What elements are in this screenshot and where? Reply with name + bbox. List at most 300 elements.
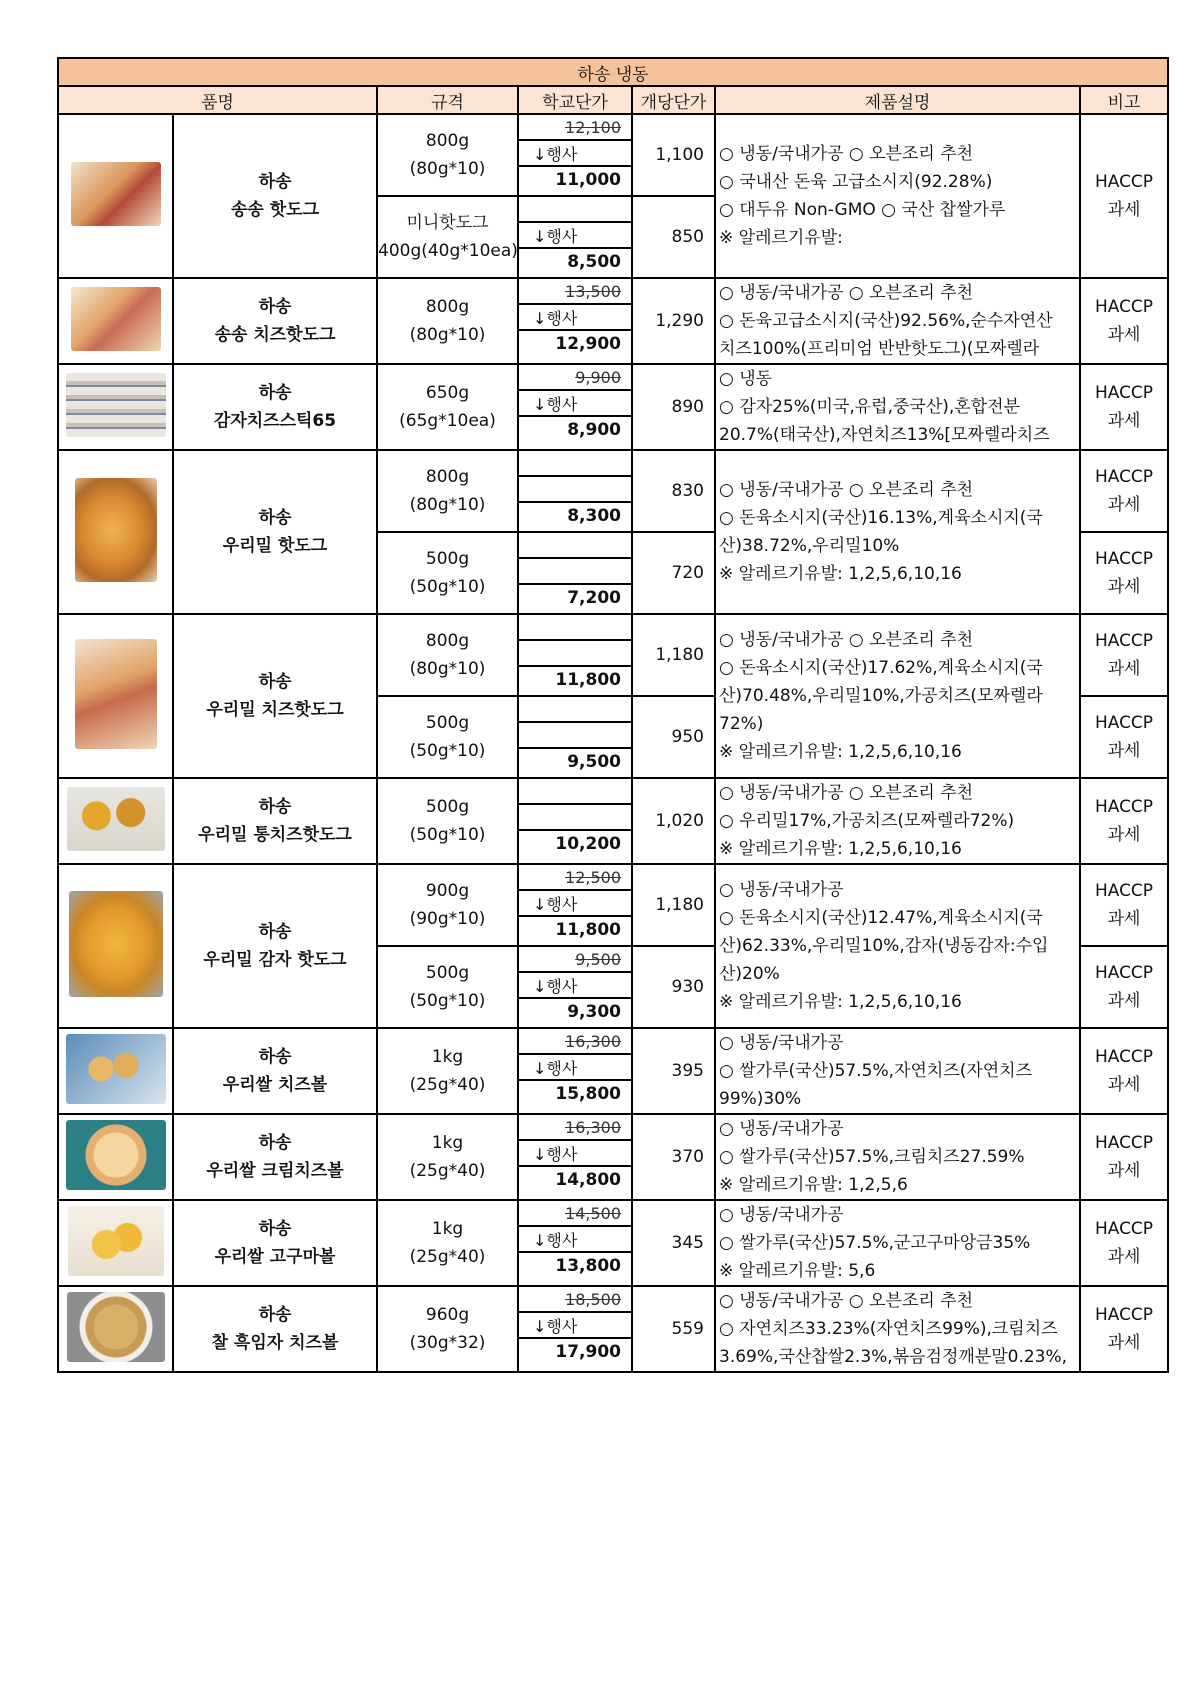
spec-cell [377, 1286, 518, 1372]
spec-pack: (25g*40) [409, 1161, 486, 1181]
original-price [519, 451, 631, 477]
tax-status: 과세 [1107, 411, 1141, 431]
school-price-cell [518, 532, 632, 614]
event-label: ↓행사 [533, 1316, 578, 1336]
header-name: 품명 [58, 86, 377, 114]
event-tag [519, 141, 631, 167]
original-price [519, 865, 631, 891]
final-price: 14,800 [555, 1170, 621, 1190]
corn-dog-photo [71, 162, 161, 226]
haccp-badge: HACCP [1094, 383, 1154, 403]
price-stack [519, 865, 631, 945]
product-brand: 하송 [258, 1047, 292, 1067]
black-sesame-cheese-ball-photo [67, 1292, 165, 1362]
product-image-cell [58, 114, 173, 278]
event-tag [519, 305, 631, 331]
tax-status: 과세 [1107, 991, 1141, 1011]
table-row [58, 1286, 1168, 1372]
product-name-cell [173, 864, 377, 1028]
strikethrough-price: 16,300 [565, 1031, 621, 1051]
spec-cell [377, 946, 518, 1028]
tax-status: 과세 [1107, 659, 1141, 679]
product-description [715, 864, 1080, 1028]
unit-price: 1,100 [632, 114, 715, 196]
note-cell [1080, 278, 1168, 364]
whole-cheese-corn-dog-photo [67, 787, 165, 851]
product-name: 우리쌀 고구마볼 [214, 1247, 336, 1267]
spec-pack: (90g*10) [409, 909, 486, 929]
rice-cheese-ball-photo [66, 1034, 166, 1104]
price-table [57, 57, 1169, 1373]
description-line: ○ 냉동/국내가공 ○ 오븐조리 추천 [719, 1291, 974, 1311]
haccp-badge: HACCP [1094, 1305, 1154, 1325]
product-description [715, 278, 1080, 364]
product-description [715, 614, 1080, 778]
haccp-badge: HACCP [1094, 1133, 1154, 1153]
note-cell [1080, 946, 1168, 1028]
unit-price: 850 [632, 196, 715, 278]
description-line: 72%) [719, 714, 764, 734]
description-line: 산)38.72%,우리밀10% [719, 536, 900, 556]
spec-weight: 1kg [431, 1219, 464, 1239]
price-stack [519, 1115, 631, 1199]
final-price: 10,200 [555, 834, 621, 854]
school-price-cell [518, 1286, 632, 1372]
product-name: 우리밀 핫도그 [222, 536, 328, 556]
header-note: 비고 [1080, 86, 1168, 114]
product-description [715, 1114, 1080, 1200]
spec-cell [377, 614, 518, 696]
table-row [58, 1200, 1168, 1286]
school-price-cell [518, 1114, 632, 1200]
spec-pack: (25g*40) [409, 1075, 486, 1095]
description-line: 20.7%(태국산),자연치즈13%[모짜렐라치즈 [719, 425, 1050, 445]
description-line: ○ 돈육소시지(국산)17.62%,계육소시지(국 [719, 658, 1043, 678]
original-price [519, 533, 631, 559]
unit-price: 930 [632, 946, 715, 1028]
strikethrough-price: 18,500 [565, 1289, 621, 1309]
description-line: ○ 국내산 돈육 고급소시지(92.28%) [719, 172, 993, 192]
tax-status: 과세 [1107, 909, 1141, 929]
product-brand: 하송 [258, 508, 292, 528]
cheese-corn-dog-photo [71, 287, 161, 351]
final-price: 7,200 [567, 588, 621, 608]
event-tag [519, 1313, 631, 1339]
note-cell [1080, 532, 1168, 614]
final-price: 8,300 [567, 506, 621, 526]
description-line: ○ 자연치즈33.23%(자연치즈99%),크림치즈 [719, 1319, 1058, 1339]
spec-weight: 800g [425, 467, 470, 487]
description-line: ○ 쌀가루(국산)57.5%,크림치즈27.59% [719, 1147, 1025, 1167]
school-price-cell [518, 696, 632, 778]
event-tag [519, 223, 631, 249]
price-stack [519, 115, 631, 195]
haccp-badge: HACCP [1094, 881, 1154, 901]
description-line: ○ 돈육고급소시지(국산)92.56%,순수자연산 [719, 311, 1053, 331]
spec-weight: 500g [425, 963, 470, 983]
strikethrough-price: 9,900 [575, 367, 621, 387]
spec-cell [377, 114, 518, 196]
tax-status: 과세 [1107, 825, 1141, 845]
haccp-badge: HACCP [1094, 797, 1154, 817]
description-line: ※ 알레르기유발: [719, 228, 843, 248]
final-price: 11,800 [555, 920, 621, 940]
school-price-cell [518, 864, 632, 946]
product-image-cell [58, 1114, 173, 1200]
final-price: 15,800 [555, 1084, 621, 1104]
event-tag [519, 477, 631, 503]
unit-price: 559 [632, 1286, 715, 1372]
haccp-badge: HACCP [1094, 631, 1154, 651]
description-line: 산)62.33%,우리밀10%,감자(냉동감자:수입 [719, 936, 1049, 956]
product-description [715, 1028, 1080, 1114]
price-stack [519, 615, 631, 695]
table-row [58, 1028, 1168, 1114]
event-tag [519, 559, 631, 585]
unit-price: 370 [632, 1114, 715, 1200]
spec-cell [377, 1114, 518, 1200]
event-tag [519, 641, 631, 667]
tax-status: 과세 [1107, 577, 1141, 597]
description-line: ○ 냉동/국내가공 ○ 오븐조리 추천 [719, 783, 974, 803]
haccp-badge: HACCP [1094, 549, 1154, 569]
spec-weight: 800g [425, 131, 470, 151]
tax-status: 과세 [1107, 200, 1141, 220]
school-price-cell [518, 946, 632, 1028]
table-row [58, 114, 1168, 196]
table-row [58, 864, 1168, 946]
unit-price: 1,180 [632, 864, 715, 946]
potato-corn-dog-photo [69, 891, 163, 997]
table-row [58, 614, 1168, 696]
description-line: ※ 알레르기유발: 1,2,5,6,10,16 [719, 742, 962, 762]
note-cell [1080, 1114, 1168, 1200]
price-stack [519, 451, 631, 531]
description-line: ○ 냉동/국내가공 ○ 오븐조리 추천 [719, 144, 974, 164]
description-line: ○ 쌀가루(국산)57.5%,자연치즈(자연치즈 [719, 1061, 1033, 1081]
product-name: 우리밀 감자 핫도그 [203, 950, 347, 970]
tax-status: 과세 [1107, 1333, 1141, 1353]
spec-cell [377, 278, 518, 364]
price-stack [519, 947, 631, 1027]
product-name-cell [173, 614, 377, 778]
table-title: 하송 냉동 [58, 58, 1168, 86]
unit-price: 890 [632, 364, 715, 450]
description-line: 치즈100%(프리미엄 반반핫도그)(모짜렐라 [719, 339, 1040, 359]
school-price-cell [518, 114, 632, 196]
spec-pack: 400g(40g*10ea) [378, 241, 518, 261]
description-line: ○ 우리밀17%,가공치즈(모짜렐라72%) [719, 811, 1015, 831]
event-tag [519, 891, 631, 917]
tax-status: 과세 [1107, 495, 1141, 515]
table-row [58, 778, 1168, 864]
spec-cell [377, 1028, 518, 1114]
final-price: 17,900 [555, 1342, 621, 1362]
school-price-cell [518, 278, 632, 364]
product-image-cell [58, 278, 173, 364]
description-line: ○ 냉동/국내가공 ○ 오븐조리 추천 [719, 283, 974, 303]
haccp-badge: HACCP [1094, 172, 1154, 192]
product-name-cell [173, 778, 377, 864]
spec-weight: 500g [425, 797, 470, 817]
unit-price: 950 [632, 696, 715, 778]
spec-cell [377, 778, 518, 864]
description-line: ○ 대두유 Non-GMO ○ 국산 찹쌀가루 [719, 200, 1006, 220]
strikethrough-price: 16,300 [565, 1117, 621, 1137]
original-price [519, 279, 631, 305]
final-price: 9,500 [567, 752, 621, 772]
header-row [58, 86, 1168, 114]
unit-price: 1,020 [632, 778, 715, 864]
school-price-cell [518, 778, 632, 864]
original-price [519, 1201, 631, 1227]
description-line: ○ 냉동/국내가공 [719, 880, 844, 900]
spec-pack: (65g*10ea) [399, 411, 496, 431]
price-stack [519, 1029, 631, 1113]
product-name-cell [173, 1114, 377, 1200]
haccp-badge: HACCP [1094, 297, 1154, 317]
school-price-cell [518, 1200, 632, 1286]
product-brand: 하송 [258, 797, 292, 817]
strikethrough-price: 14,500 [565, 1203, 621, 1223]
spec-weight: 650g [425, 383, 470, 403]
product-image-cell [58, 364, 173, 450]
header-unit-price: 개당단가 [632, 86, 715, 114]
description-line: ○ 냉동/국내가공 [719, 1205, 844, 1225]
product-description [715, 364, 1080, 450]
product-description [715, 1200, 1080, 1286]
spec-cell [377, 1200, 518, 1286]
event-label: ↓행사 [533, 1230, 578, 1250]
unit-price: 830 [632, 450, 715, 532]
header-school-price: 학교단가 [518, 86, 632, 114]
description-line: ○ 감자25%(미국,유럽,중국산),혼합전분 [719, 397, 1020, 417]
description-line: ○ 돈육소시지(국산)12.47%,계육소시지(국 [719, 908, 1043, 928]
header-description: 제품설명 [715, 86, 1080, 114]
school-price-cell [518, 364, 632, 450]
product-description [715, 114, 1080, 278]
spec-cell [377, 864, 518, 946]
note-cell [1080, 864, 1168, 946]
product-brand: 하송 [258, 1133, 292, 1153]
product-name: 우리쌀 치즈볼 [222, 1075, 328, 1095]
spec-cell [377, 364, 518, 450]
wheat-cheese-corn-dog-photo [75, 639, 157, 749]
final-price: 8,900 [567, 420, 621, 440]
original-price [519, 197, 631, 223]
original-price [519, 697, 631, 723]
spec-pack: (30g*32) [409, 1333, 486, 1353]
description-line: ○ 냉동/국내가공 [719, 1033, 844, 1053]
event-label: ↓행사 [533, 1058, 578, 1078]
school-price-cell [518, 196, 632, 278]
event-label: ↓행사 [533, 394, 578, 414]
event-label: ↓행사 [533, 144, 578, 164]
spec-weight: 960g [425, 1305, 470, 1325]
school-price-cell [518, 614, 632, 696]
price-stack [519, 697, 631, 777]
potato-cheese-stick-photo [66, 373, 166, 437]
event-tag [519, 1141, 631, 1167]
original-price [519, 115, 631, 141]
product-name: 송송 핫도그 [230, 200, 320, 220]
product-name-cell [173, 1028, 377, 1114]
description-line: ※ 알레르기유발: 5,6 [719, 1261, 876, 1281]
haccp-badge: HACCP [1094, 1219, 1154, 1239]
unit-price: 1,290 [632, 278, 715, 364]
product-name: 송송 치즈핫도그 [214, 325, 336, 345]
note-cell [1080, 614, 1168, 696]
description-line: ※ 알레르기유발: 1,2,5,6,10,16 [719, 839, 962, 859]
tax-status: 과세 [1107, 1247, 1141, 1267]
original-price [519, 1115, 631, 1141]
description-line: ○ 냉동/국내가공 ○ 오븐조리 추천 [719, 630, 974, 650]
event-tag [519, 973, 631, 999]
product-brand: 하송 [258, 922, 292, 942]
event-tag [519, 1227, 631, 1253]
product-name-cell [173, 1200, 377, 1286]
note-cell [1080, 450, 1168, 532]
spec-pack: (80g*10) [409, 659, 486, 679]
spec-cell [377, 196, 518, 278]
description-line: ○ 냉동/국내가공 ○ 오븐조리 추천 [719, 480, 974, 500]
description-line: ○ 냉동 [719, 369, 773, 389]
spec-weight: 1kg [431, 1133, 464, 1153]
note-cell [1080, 1200, 1168, 1286]
note-cell [1080, 364, 1168, 450]
product-brand: 하송 [258, 1305, 292, 1325]
spec-pack: (80g*10) [409, 495, 486, 515]
note-cell [1080, 778, 1168, 864]
table-row [58, 364, 1168, 450]
description-line: 99%)30% [719, 1089, 802, 1109]
strikethrough-price: 12,100 [565, 117, 621, 137]
tax-status: 과세 [1107, 741, 1141, 761]
note-cell [1080, 1286, 1168, 1372]
original-price [519, 365, 631, 391]
spec-pack: (50g*10) [409, 577, 486, 597]
description-line: 산)20% [719, 964, 780, 984]
event-label: ↓행사 [533, 226, 578, 246]
product-name-cell [173, 114, 377, 278]
spec-cell [377, 696, 518, 778]
product-image-cell [58, 614, 173, 778]
description-line: ※ 알레르기유발: 1,2,5,6 [719, 1175, 908, 1195]
event-label: ↓행사 [533, 976, 578, 996]
rice-cream-cheese-ball-photo [66, 1120, 166, 1190]
price-stack [519, 1287, 631, 1371]
haccp-badge: HACCP [1094, 1047, 1154, 1067]
spec-weight: 900g [425, 881, 470, 901]
product-name: 감자치즈스틱65 [213, 411, 337, 431]
price-stack [519, 279, 631, 363]
final-price: 9,300 [567, 1002, 621, 1022]
product-name-cell [173, 450, 377, 614]
event-tag [519, 723, 631, 749]
description-line: ○ 쌀가루(국산)57.5%,군고구마앙금35% [719, 1233, 1031, 1253]
event-tag [519, 391, 631, 417]
description-line: ○ 돈육소시지(국산)16.13%,계육소시지(국 [719, 508, 1043, 528]
strikethrough-price: 12,500 [565, 867, 621, 887]
final-price: 11,800 [555, 670, 621, 690]
description-line: ※ 알레르기유발: 1,2,5,6,10,16 [719, 992, 962, 1012]
original-price [519, 1287, 631, 1313]
spec-pack: (50g*10) [409, 991, 486, 1011]
event-tag [519, 805, 631, 831]
unit-price: 345 [632, 1200, 715, 1286]
note-cell [1080, 1028, 1168, 1114]
description-line: 3.69%,국산찹쌀2.3%,볶음검정깨분말0.23%, [719, 1347, 1068, 1367]
product-name-cell [173, 364, 377, 450]
spec-cell [377, 450, 518, 532]
product-description [715, 1286, 1080, 1372]
product-brand: 하송 [258, 172, 292, 192]
product-brand: 하송 [258, 672, 292, 692]
product-name: 우리쌀 크림치즈볼 [206, 1161, 344, 1181]
tax-status: 과세 [1107, 1075, 1141, 1095]
spec-weight: 1kg [431, 1047, 464, 1067]
product-description [715, 450, 1080, 614]
price-stack [519, 1201, 631, 1285]
original-price [519, 1029, 631, 1055]
final-price: 8,500 [567, 252, 621, 272]
note-cell [1080, 114, 1168, 278]
product-name: 우리밀 통치즈핫도그 [198, 825, 352, 845]
spec-weight: 500g [425, 713, 470, 733]
haccp-badge: HACCP [1094, 963, 1154, 983]
final-price: 13,800 [555, 1256, 621, 1276]
product-name-cell [173, 1286, 377, 1372]
haccp-badge: HACCP [1094, 467, 1154, 487]
product-description [715, 778, 1080, 864]
tax-status: 과세 [1107, 1161, 1141, 1181]
spec-pack: (50g*10) [409, 825, 486, 845]
spec-weight: 미니핫도그 [406, 213, 489, 233]
unit-price: 395 [632, 1028, 715, 1114]
table-row [58, 450, 1168, 532]
spec-weight: 500g [425, 549, 470, 569]
product-brand: 하송 [258, 1219, 292, 1239]
unit-price: 1,180 [632, 614, 715, 696]
header-spec: 규격 [377, 86, 518, 114]
description-line: ○ 냉동/국내가공 [719, 1119, 844, 1139]
strikethrough-price: 9,500 [575, 949, 621, 969]
spec-pack: (25g*40) [409, 1247, 486, 1267]
price-stack [519, 197, 631, 277]
price-stack [519, 533, 631, 613]
table-row [58, 1114, 1168, 1200]
event-tag [519, 1055, 631, 1081]
product-image-cell [58, 1200, 173, 1286]
spec-cell [377, 532, 518, 614]
product-name: 우리밀 치즈핫도그 [206, 700, 344, 720]
price-stack [519, 365, 631, 449]
spec-weight: 800g [425, 631, 470, 651]
event-label: ↓행사 [533, 894, 578, 914]
final-price: 12,900 [555, 334, 621, 354]
haccp-badge: HACCP [1094, 713, 1154, 733]
strikethrough-price: 13,500 [565, 281, 621, 301]
product-image-cell [58, 778, 173, 864]
original-price [519, 947, 631, 973]
product-image-cell [58, 864, 173, 1028]
product-image-cell [58, 450, 173, 614]
description-line: ※ 알레르기유발: 1,2,5,6,10,16 [719, 564, 962, 584]
product-image-cell [58, 1286, 173, 1372]
product-name: 찰 흑임자 치즈볼 [211, 1333, 339, 1353]
event-label: ↓행사 [533, 1144, 578, 1164]
product-brand: 하송 [258, 383, 292, 403]
